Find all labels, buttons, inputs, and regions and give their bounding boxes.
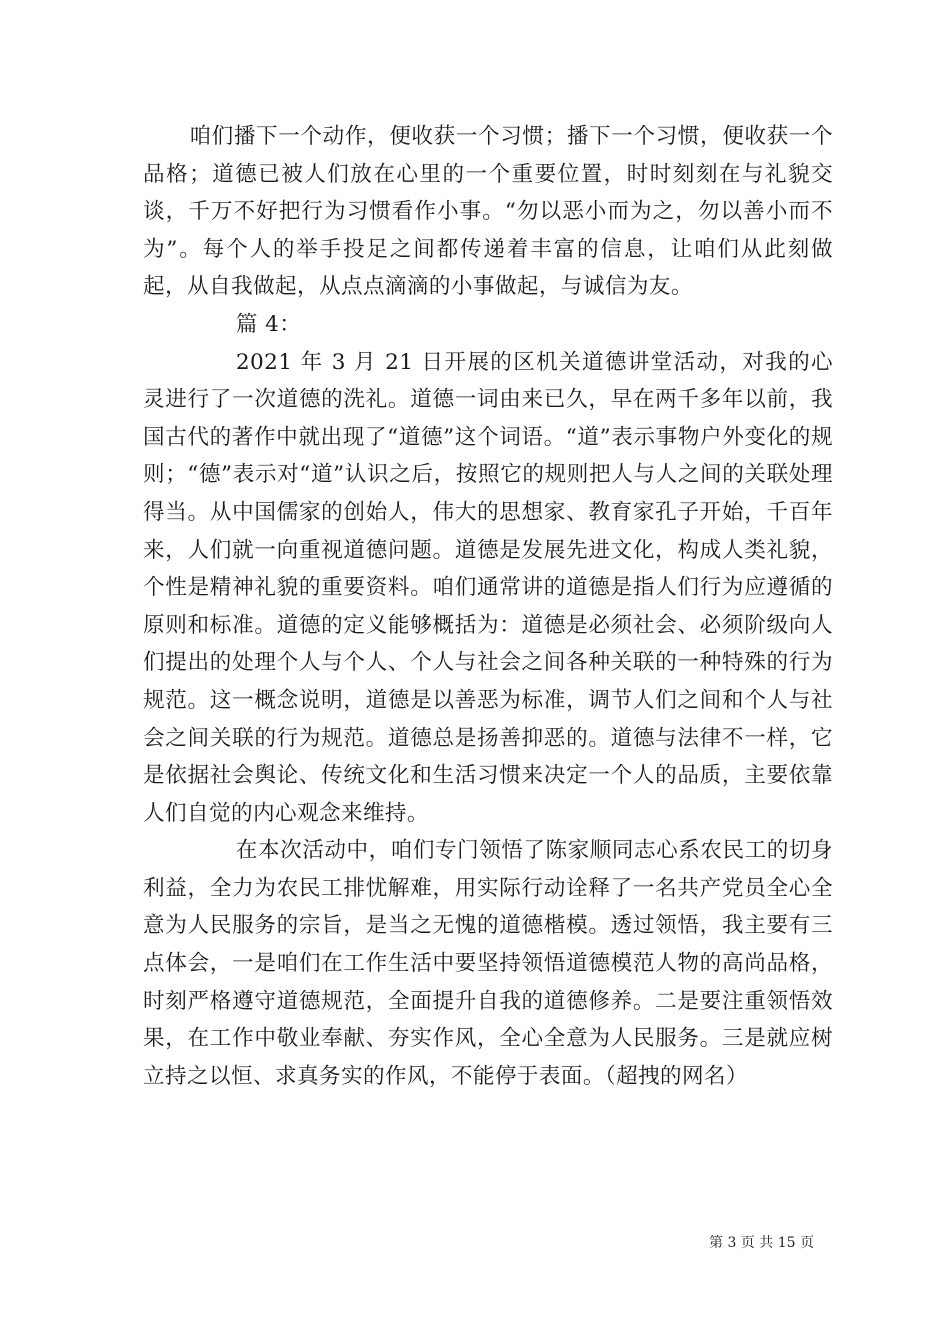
paragraph-habits: 咱们播下一个动作，便收获一个习惯；播下一个习惯，便收获一个品格；道德已被人们放在心里的一个重要位置，时时刻刻在与礼貌交谈，千万不好把行为习惯看作小事。“勿以恶小而为之，勿以善小而不为”。每个人的举手投足之间都传递着丰富的信息，让咱们从此刻做起，从自我做起，从点点滴滴的小事做起，与诚信为友。: [143, 124, 833, 300]
paragraph-activity-reflection: 在本次活动中，咱们专门领悟了陈家顺同志心系农民工的切身利益，全力为农民工排忧解难，用实际行动诠释了一名共产党员全心全意为人民服务的宗旨，是当之无愧的道德楷模。透过领悟，我主要有三点体会，一是咱们在工作生活中要坚持领悟道德模范人物的高尚品格，时刻严格遵守道德规范，全面提升自我的道德修养。二是要注重领悟效果，在工作中敬业奉献、夯实作风，全心全意为人民服务。三是就应树立持之以恒、求真务实的作风，不能停于表面。（超拽的网名）: [143, 838, 833, 1089]
paragraph-moral-lecture: 2021 年 3 月 21 日开展的区机关道德讲堂活动，对我的心灵进行了一次道德的洗礼。道德一词由来已久，早在两千多年以前，我国古代的著作中就出现了“道德”这个词语。“道”表示事物户外变化的规则；“德”表示对“道”认识之后，按照它的规则把人与人之间的关联处理得当。从中国儒家的创始人，伟大的思想家、教育家孔子开始，千百年来，人们就一向重视道德问题。道德是发展先进文化，构成人类礼貌，个性是精神礼貌的重要资料。咱们通常讲的道德是指人们行为应遵循的原则和标准。道德的定义能够概括为：道德是必须社会、必须阶级向人们提出的处理个人与个人、个人与社会之间各种关联的一种特殊的行为规范。这一概念说明，道德是以善恶为标准，调节人们之间和个人与社会之间关联的行为规范。道德总是扬善抑恶的。道德与法律不一样，它是依据社会舆论、传统文化和生活习惯来决定一个人的品质，主要依靠人们自觉的内心观念来维持。: [143, 349, 833, 826]
page-number-footer: 第 3 页 共 15 页: [709, 1235, 814, 1251]
section-heading: 篇 4：: [235, 311, 302, 337]
document-page: [143, 118, 833, 1095]
